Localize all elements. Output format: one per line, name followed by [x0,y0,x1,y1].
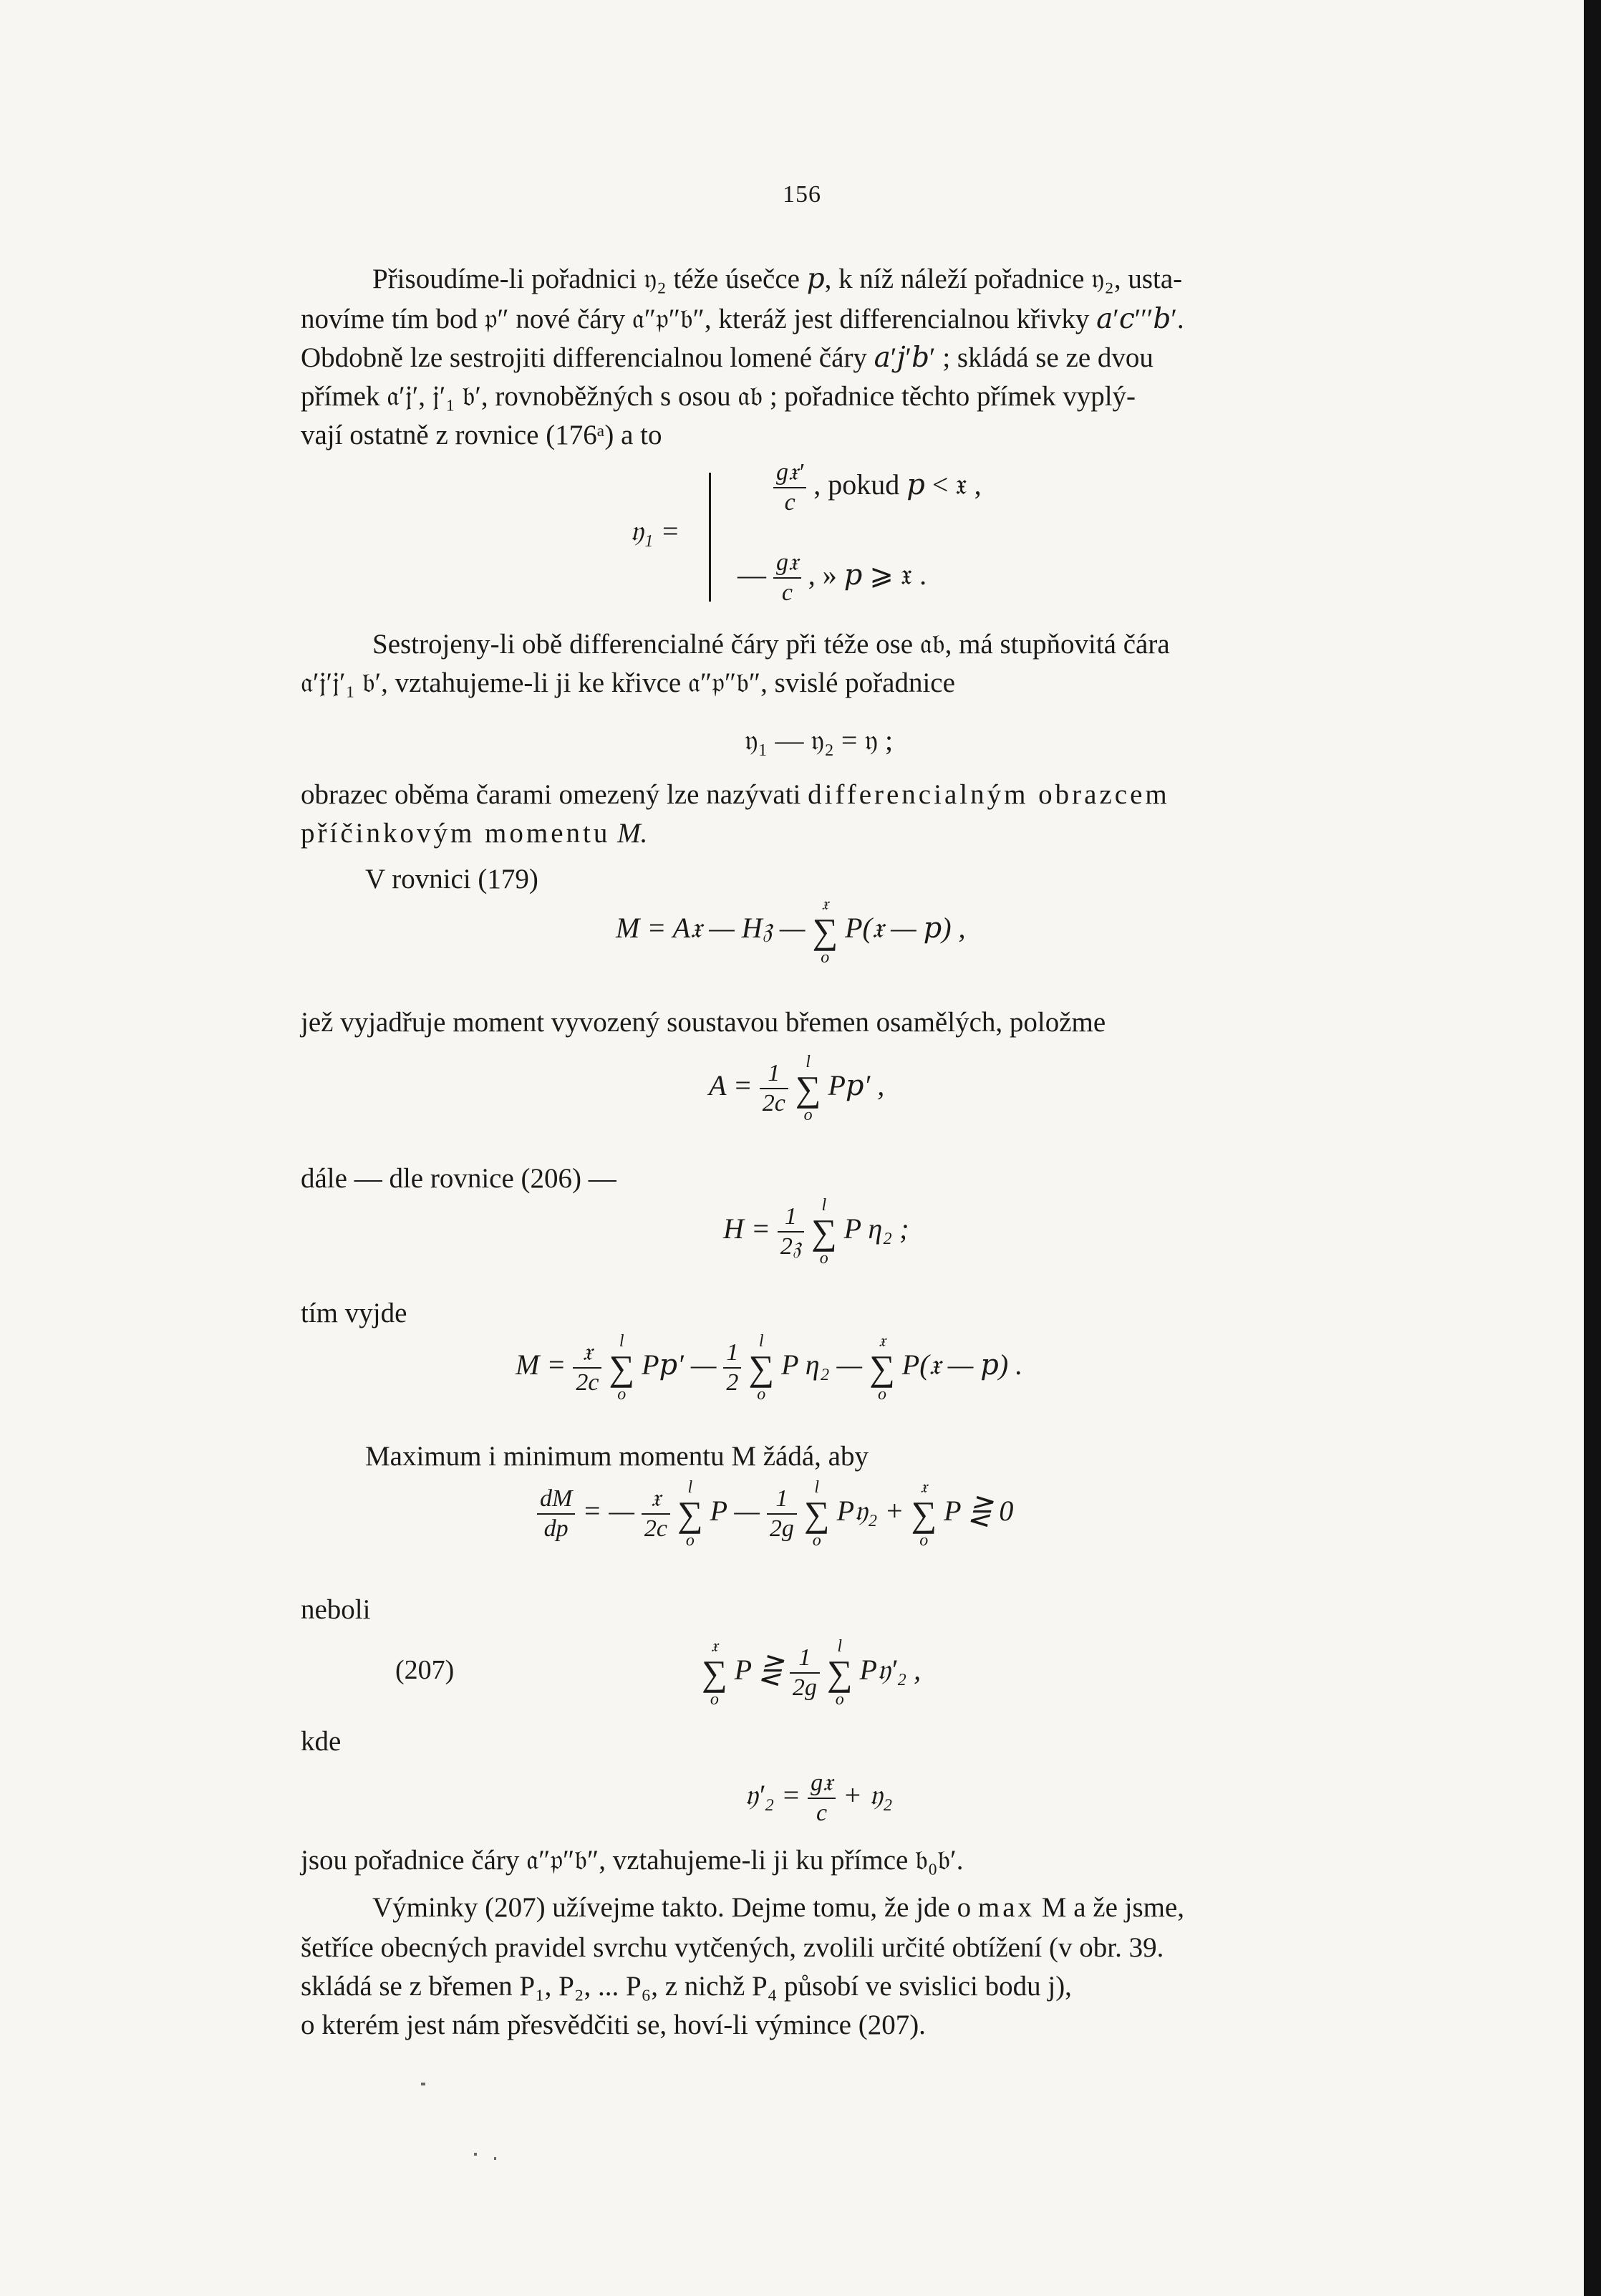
equation-A: A = $\frac{1}{2c}$ l ∑ o P𝑝′ , [709,1053,885,1124]
text-line: příčinkovým momentu M. [301,818,648,849]
equation-H: H = $\frac{1}{\text{2𝔷}}$ l ∑ o P η₂ ; [723,1196,909,1268]
text-line: tím vyjde [301,1298,407,1328]
text-line: o kterém jest nám přesvědčiti se, hoví-li výmince (207). [301,2010,926,2040]
equation-207: 𝔵 ∑ o P ⋛ $\frac{1}{2g}$ l ∑ o P𝔶′₂ , [702,1637,922,1709]
text-line: šetříce obecných pravidel svrchu vytčených, zvolili určité obtížení (v obr. 39. [301,1932,1164,1963]
equation-M2: M = $\frac{\text{𝔵}}{2c}$ l ∑ o P𝑝′ — $\frac{1}{2}$ l ∑ o P η₂ — 𝔵 ∑ o P(𝔵 — 𝑝) . [516,1332,1023,1404]
page-edge [1584,0,1601,2296]
equation-case-1: $\frac{\text{g𝔵′}}{c}$ , pokud 𝑝 < 𝔵 , [773,458,982,517]
scan-speck [474,2153,477,2156]
text-line: Maximum i minimum momentu M žádá, aby [365,1441,869,1472]
text-line: kde [301,1726,342,1757]
equation-dMdp: $\frac{dM}{dp}$ = — $\frac{\text{𝔵}}{2c}$ l ∑ o P — $\frac{1}{2g}$ l ∑ o P𝔶₂ + 𝔵 ∑ o P ⋛ 0 [537,1478,1013,1550]
text-line: Přisoudíme-li pořadnici 𝔶₂ téže úsečce 𝑝, k níž náleží pořadnice 𝔶₂, usta- [372,264,1183,294]
text-line: V rovnici (179) [365,864,538,894]
equation-lhs: 𝔶₁ = [630,515,680,547]
text-line: vají ostatně z rovnice (176ᵃ) a to [301,420,662,450]
text-line: neboli [301,1594,371,1625]
text-line: jsou pořadnice čáry 𝔞″𝔭″𝔟″, vztahujeme-li ji ku přímce 𝔟₀𝔟′. [301,1845,964,1876]
equation-number: (207) [395,1655,455,1685]
scan-speck [494,2157,496,2160]
text-line: Výminky (207) užívejme takto. Dejme tomu, že jde o max M a že jsme, [372,1892,1185,1923]
equation-case-2: — $\frac{\text{g𝔵}}{c}$ , » 𝑝 ⩾ 𝔵 . [737,549,927,606]
page-number: 156 [783,181,821,208]
text-line: přímek 𝔞′𝔧′, 𝔧′₁ 𝔟′, rovnoběžných s osou 𝔞𝔟 ; pořadnice těchto přímek vyplý- [301,381,1136,412]
text-line: Sestrojeny-li obě differencialné čáry při téže ose 𝔞𝔟, má stupňovitá čára [372,629,1170,660]
text-line: obrazec oběma čarami omezený lze nazývati differencialným obrazcem [301,779,1170,810]
text-line: 𝔞′𝔧′𝔧′₁ 𝔟′, vztahujeme-li ji ke křivce 𝔞″𝔭″𝔟″, svislé pořadnice [301,667,955,698]
brace [709,473,715,602]
text-line: novíme tím bod 𝔭″ nové čáry 𝔞″𝔭″𝔟″, kteráž jest differencialnou křivky 𝑎′𝑐′′′𝑏′. [301,304,1184,334]
text-line: jež vyjadřuje moment vyvozený soustavou břemen osamělých, položme [301,1007,1106,1038]
equation-y2: 𝔶′₂ = $\frac{\text{g𝔵}}{c}$ + 𝔶₂ [745,1770,893,1826]
text-line: Obdobně lze sestrojiti differencialnou lomené čáry 𝑎′𝑗′𝑏′ ; skládá se ze dvou [301,342,1153,373]
scan-speck [421,2083,425,2085]
text-line: dále — dle rovnice (206) — [301,1163,616,1194]
equation-y: 𝔶₁ — 𝔶₂ = 𝔶 ; [745,724,894,756]
equation-M1: M = A𝔵 — H𝔷 — 𝔵 ∑ o P(𝔵 — 𝑝) , [616,895,966,967]
text-line: skládá se z břemen P₁, P₂, ... P₆, z nichž P₄ působí ve svislici bodu j), [301,1971,1072,2002]
